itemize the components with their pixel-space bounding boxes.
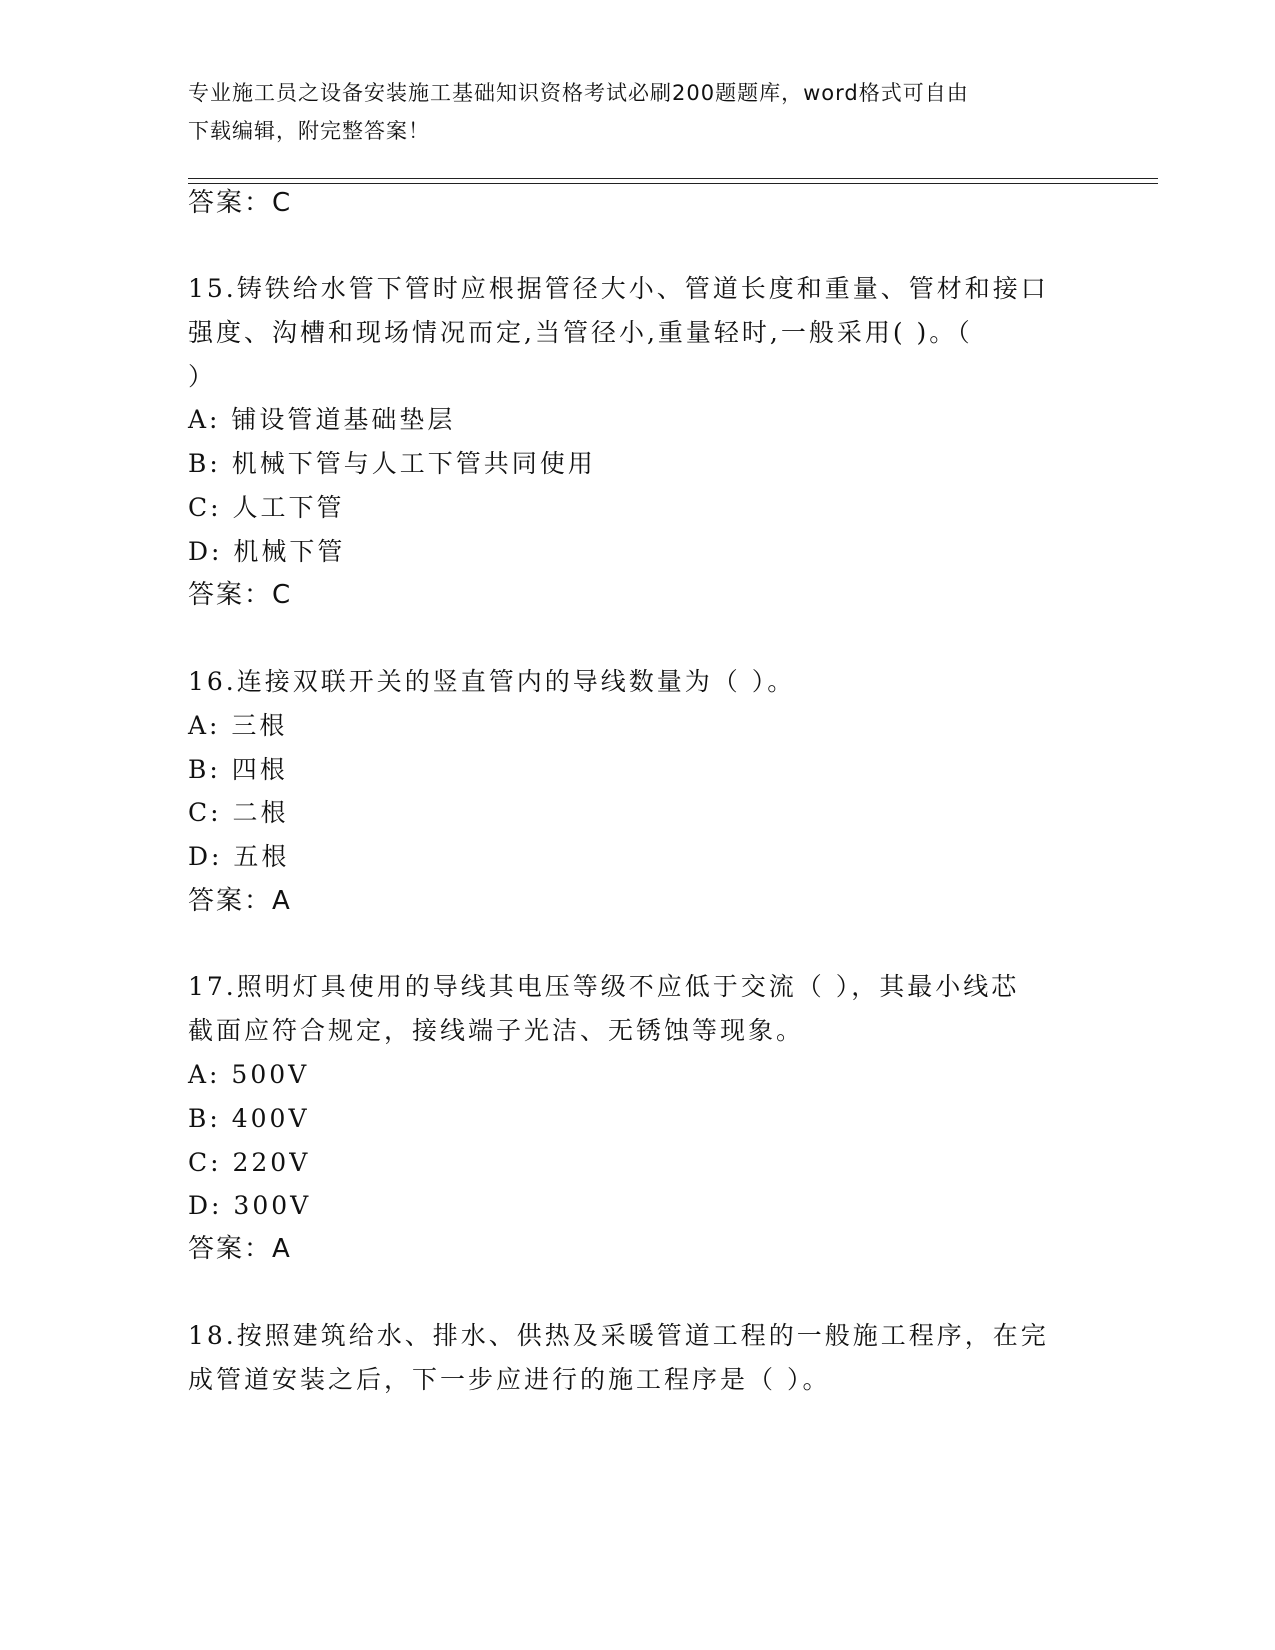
question-16-text-line-1: 16.连接双联开关的竖直管内的导线数量为（ ）。 — [188, 667, 796, 696]
question-15-text-line-2: 强度、沟槽和现场情况而定,当管径小,重量轻时,一般采用( )。（ — [188, 318, 973, 347]
question-17-answer: 答案：A — [188, 1234, 292, 1264]
question-17-text-line-1: 17.照明灯具使用的导线其电压等级不应低于交流（ ），其最小线芯 — [188, 972, 1020, 1001]
question-16-option-d: D: 五根 — [188, 842, 290, 871]
header-divider-bottom — [188, 183, 1158, 184]
question-15-text-line-3: ） — [188, 362, 217, 391]
question-15-option-a: A: 铺设管道基础垫层 — [188, 405, 456, 434]
document-header — [188, 74, 1088, 150]
question-17-option-b: B: 400V — [188, 1104, 310, 1133]
question-16-option-b: B: 四根 — [188, 755, 288, 784]
header-divider-top — [188, 178, 1158, 179]
question-17-option-a: A: 500V — [188, 1060, 310, 1089]
question-16-option-c: C: 二根 — [188, 798, 289, 827]
answer-line: 答案：C — [188, 188, 293, 218]
question-17-option-c: C: 220V — [188, 1148, 311, 1177]
question-16-option-a: A: 三根 — [188, 711, 288, 740]
question-15-option-c: C: 人工下管 — [188, 493, 345, 522]
question-18-text-line-2: 成管道安装之后，下一步应进行的施工程序是（ ）。 — [188, 1365, 831, 1394]
header-line-1: 专业施工员之设备安装施工基础知识资格考试必刷200题题库，word格式可自由 — [188, 81, 969, 105]
question-16-answer: 答案：A — [188, 886, 292, 916]
header-line-2: 下载编辑，附完整答案！ — [188, 119, 430, 143]
question-18-text-line-1: 18.按照建筑给水、排水、供热及采暖管道工程的一般施工程序，在完 — [188, 1321, 1049, 1350]
question-17-option-d: D: 300V — [188, 1191, 312, 1220]
question-17-text-line-2: 截面应符合规定，接线端子光洁、无锈蚀等现象。 — [188, 1016, 805, 1045]
question-15-option-b: B: 机械下管与人工下管共同使用 — [188, 449, 596, 478]
question-15-text-line-1: 15.铸铁给水管下管时应根据管径大小、管道长度和重量、管材和接口 — [188, 274, 1049, 303]
question-15-option-d: D: 机械下管 — [188, 537, 346, 566]
question-15-answer: 答案：C — [188, 580, 293, 610]
